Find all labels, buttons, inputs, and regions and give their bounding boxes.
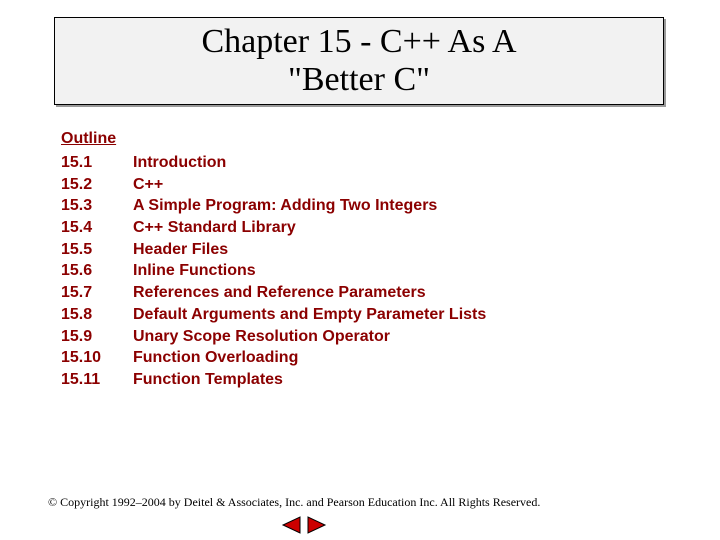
outline-item-label: A Simple Program: Adding Two Integers <box>133 197 438 215</box>
outline-item-label: Function Templates <box>133 370 283 388</box>
outline-item-label: Inline Functions <box>133 262 256 280</box>
copyright-footer: © Copyright 1992–2004 by Deitel & Associates, Inc. and Pearson Education Inc. All Rights Reserved. <box>48 495 541 509</box>
outline-list <box>61 152 486 391</box>
outline-item-number: 15.3 <box>61 197 93 215</box>
outline-item-number: 15.7 <box>61 284 93 302</box>
outline-item-number: 15.6 <box>61 262 93 280</box>
outline-item <box>61 347 486 369</box>
outline-item-label: C++ <box>133 175 164 193</box>
outline-item <box>61 195 486 217</box>
slide-title-line-1: Chapter 15 - C++ As A <box>201 23 517 60</box>
outline-item-label: Header Files <box>133 240 229 258</box>
outline-item-label: C++ Standard Library <box>133 219 296 237</box>
outline-item <box>61 217 486 239</box>
outline-item <box>61 326 486 348</box>
triangle-left-icon <box>281 516 302 534</box>
outline-item <box>61 174 486 196</box>
slide-title-box <box>54 17 664 105</box>
outline-item-number: 15.10 <box>61 349 102 367</box>
outline-item-label: Unary Scope Resolution Operator <box>133 327 390 345</box>
outline-item-label: Introduction <box>133 154 227 171</box>
outline-item <box>61 260 486 282</box>
outline-heading: Outline <box>61 130 117 147</box>
outline-item-number: 15.8 <box>61 305 93 323</box>
slide-title <box>201 23 516 99</box>
outline-item-number: 15.9 <box>61 327 93 345</box>
outline-item <box>61 369 486 391</box>
slide-title-line-2: "Better C" <box>287 61 430 98</box>
outline-item-label: Default Arguments and Empty Parameter Lists <box>133 305 487 323</box>
outline-item-number: 15.1 <box>61 154 93 171</box>
outline-item-label: References and Reference Parameters <box>133 284 426 302</box>
next-slide-button[interactable] <box>306 516 327 534</box>
outline-item-number: 15.4 <box>61 219 93 237</box>
outline-item-number: 15.2 <box>61 175 93 193</box>
outline-item <box>61 282 486 304</box>
outline-item <box>61 304 486 326</box>
triangle-right-icon <box>306 516 327 534</box>
outline-item <box>61 239 486 261</box>
outline-item-label: Function Overloading <box>133 349 299 367</box>
outline-item <box>61 152 486 174</box>
outline-item-number: 15.11 <box>61 370 101 388</box>
outline-item-number: 15.5 <box>61 240 93 258</box>
previous-slide-button[interactable] <box>281 516 302 534</box>
